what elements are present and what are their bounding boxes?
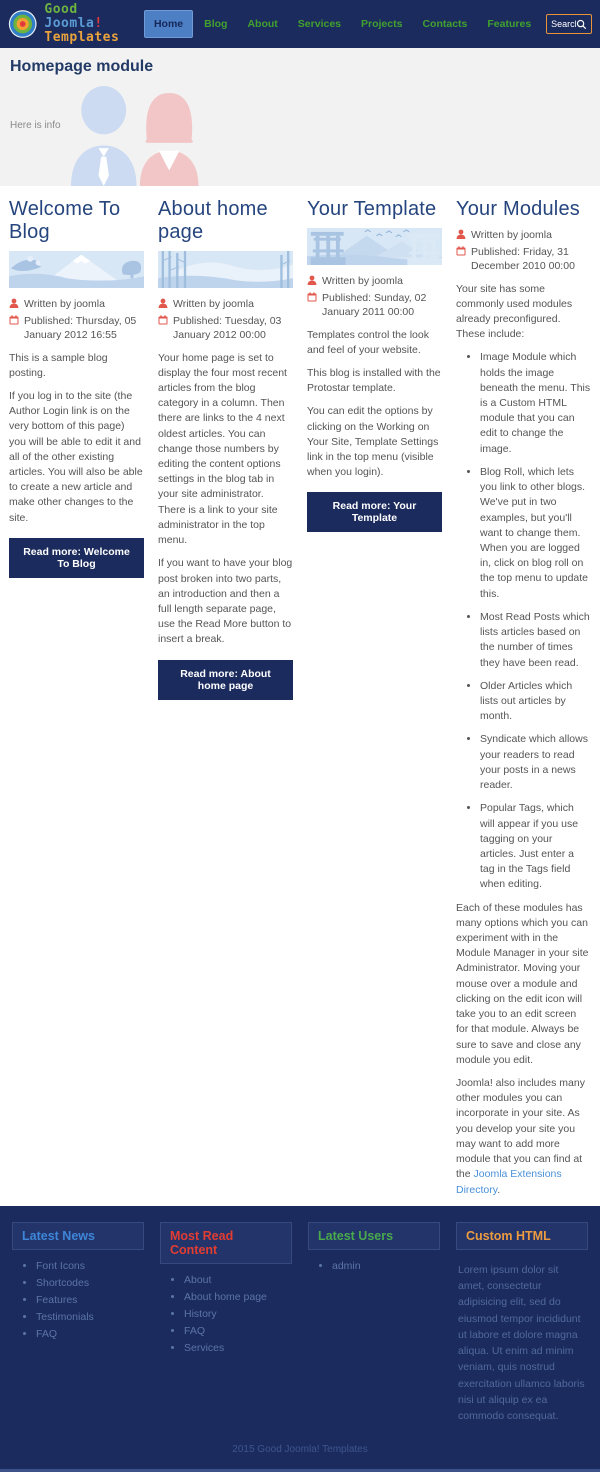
main-content bbox=[0, 186, 600, 1206]
article-paragraph: Templates control the look and feel of your website. bbox=[307, 328, 429, 356]
bamboo-landscape-image bbox=[158, 251, 293, 288]
paragraph-text: Joomla! also includes many other modules you can incorporate in your site. As you develop your site you may want to add more module that you can find at the bbox=[456, 1077, 585, 1181]
page-footer bbox=[0, 1206, 600, 1472]
torii-landscape-image bbox=[307, 228, 442, 265]
author-icon bbox=[158, 298, 168, 308]
list-item: • Most Read Posts which lists articles based on the number of times they have been read. bbox=[480, 610, 591, 671]
nav-item-services[interactable]: Services bbox=[297, 18, 342, 30]
nav-item-contacts[interactable]: Contacts bbox=[422, 18, 468, 30]
author-icon bbox=[307, 275, 317, 285]
nav-item-about[interactable]: About bbox=[247, 18, 278, 30]
homepage-module-section bbox=[0, 48, 600, 186]
search-icon[interactable] bbox=[576, 19, 587, 30]
article-author: Written by joomla bbox=[24, 298, 105, 310]
article-published-row bbox=[158, 314, 293, 342]
article-title: About home page bbox=[158, 198, 268, 243]
footer-heading-most-read: Most Read Content bbox=[160, 1222, 292, 1264]
footer-link[interactable]: • Font Icons bbox=[36, 1260, 144, 1272]
article-published: Published: Tuesday, 03 January 2012 00:00 bbox=[173, 315, 282, 342]
article-published-row bbox=[9, 314, 144, 342]
article-author-row bbox=[9, 297, 144, 311]
footer-latest-users bbox=[300, 1222, 448, 1425]
paragraph-text: . bbox=[497, 1183, 501, 1196]
footer-link[interactable]: • Testimonials bbox=[36, 1311, 144, 1323]
article-about-home-page bbox=[151, 198, 300, 700]
author-icon bbox=[456, 229, 466, 239]
article-author-row bbox=[307, 274, 442, 288]
article-paragraph bbox=[456, 1076, 591, 1198]
footer-modules bbox=[4, 1222, 596, 1425]
list-item: • Popular Tags, which will appear if you use tagging on your articles. Just enter a tag in the Tags field when editing. bbox=[480, 801, 591, 892]
joomla-extensions-directory-link[interactable]: Joomla Extensions Directory bbox=[456, 1168, 562, 1196]
site-title-templates: Templates bbox=[44, 30, 120, 46]
top-header bbox=[0, 0, 600, 48]
read-more-welcome-button[interactable]: Read more: Welcome To Blog bbox=[9, 538, 144, 578]
footer-most-read bbox=[152, 1222, 300, 1425]
footer-link[interactable]: • About home page bbox=[184, 1291, 292, 1303]
article-published: Published: Thursday, 05 January 2012 16:55 bbox=[24, 315, 137, 342]
calendar-icon bbox=[456, 246, 466, 256]
footer-link[interactable]: • Services bbox=[184, 1342, 292, 1354]
nav-item-features[interactable]: Features bbox=[487, 18, 532, 30]
footer-link[interactable]: • Features bbox=[36, 1294, 144, 1306]
most-read-list bbox=[184, 1274, 292, 1354]
article-paragraph: This blog is installed with the Protostar template. bbox=[307, 366, 441, 395]
article-author-row bbox=[456, 228, 591, 242]
main-nav bbox=[144, 10, 540, 38]
read-more-about-button[interactable]: Read more: About home page bbox=[158, 660, 293, 700]
list-item: • Blog Roll, which lets you link to other blogs. We've put in two examples, but you'll want to change them. When you are logged in, click on blog roll on the top menu to update this. bbox=[480, 465, 591, 602]
article-title: Welcome To Blog bbox=[9, 198, 121, 243]
footer-link[interactable]: • About bbox=[184, 1274, 292, 1286]
copyright-text: 2015 Good Joomla! Templates bbox=[232, 1444, 368, 1456]
article-paragraph: Your home page is set to display the four most recent articles from the blog category in a column. Then there are links to the 4 next oldest articles. You can change those numbers by editing the content options settings in the blog tab in your site administrator. There is a link to your site administrator in the top menu. bbox=[158, 351, 287, 547]
list-item: • Syndicate which allows your readers to read your posts in a news reader. bbox=[480, 732, 591, 793]
nav-item-projects[interactable]: Projects bbox=[361, 18, 403, 30]
footer-link[interactable]: • FAQ bbox=[184, 1325, 292, 1337]
article-welcome-to-blog bbox=[2, 198, 151, 578]
site-title-bang: ! bbox=[94, 15, 103, 31]
modules-list bbox=[480, 350, 591, 892]
article-author: Written by joomla bbox=[471, 229, 552, 241]
calendar-icon bbox=[158, 315, 168, 325]
custom-html-text: Lorem ipsum dolor sit amet, consectetur adipisicing elit, sed do eiusmod tempor incididunt ut labore et dolore magna aliqua. Ut enim ad minim veniam, quis nostrud exercitation ullamco laboris nisi ut aliquip ex ea commodo consequat. bbox=[458, 1263, 585, 1423]
footer-link[interactable]: • History bbox=[184, 1308, 292, 1320]
site-title-good: Good bbox=[44, 1, 78, 17]
article-published-row bbox=[456, 245, 591, 273]
calendar-icon bbox=[9, 315, 19, 325]
article-author: Written by joomla bbox=[322, 275, 403, 287]
author-icon bbox=[9, 298, 19, 308]
footer-latest-news bbox=[4, 1222, 152, 1425]
footer-link[interactable]: • admin bbox=[332, 1260, 440, 1272]
fuji-landscape-image bbox=[9, 251, 144, 288]
search-box bbox=[546, 14, 592, 34]
article-title: Your Modules bbox=[456, 198, 580, 220]
list-item: • Image Module which holds the image beneath the menu. This is a Custom HTML module that you can edit to change the image. bbox=[480, 350, 591, 457]
footer-link[interactable]: • FAQ bbox=[36, 1328, 144, 1340]
target-logo-icon bbox=[8, 6, 37, 42]
article-published: Published: Sunday, 02 January 2011 00:00 bbox=[322, 292, 427, 319]
nav-item-blog[interactable]: Blog bbox=[204, 18, 228, 30]
modules-intro: Your site has some commonly used modules already preconfigured. These include: bbox=[456, 282, 573, 341]
latest-users-list bbox=[332, 1260, 440, 1272]
article-title: Your Template bbox=[307, 198, 437, 220]
calendar-icon bbox=[307, 292, 317, 302]
article-published-row bbox=[307, 291, 442, 319]
people-silhouettes-icon bbox=[58, 74, 208, 186]
article-paragraph: This is a sample blog posting. bbox=[9, 351, 108, 379]
nav-item-home[interactable]: Home bbox=[144, 10, 193, 38]
article-paragraph: If you log in to the site (the Author Login link is on the very bottom of this page) you will be able to edit it and all of the other existing articles. You will also be able to create a new article and make other changes to the site. bbox=[9, 389, 143, 524]
article-paragraph: Each of these modules has many options which you can experiment with in the Module Manager in your site Administrator. Moving your mouse over a module and clicking on the edit icon will take you to an edit screen for that module. Always be sure to save and close any module you edit. bbox=[456, 901, 589, 1066]
footer-custom-html bbox=[448, 1222, 596, 1425]
list-item: • Older Articles which lists out articles by month. bbox=[480, 679, 591, 725]
article-published: Published: Friday, 31 December 2010 00:00 bbox=[471, 246, 575, 273]
read-more-template-button[interactable]: Read more: Your Template bbox=[307, 492, 442, 532]
footer-heading-latest-users: Latest Users bbox=[308, 1222, 440, 1250]
article-your-modules bbox=[449, 198, 598, 1206]
latest-news-list bbox=[36, 1260, 144, 1340]
article-author: Written by joomla bbox=[173, 298, 254, 310]
site-title-joomla: Joomla bbox=[44, 15, 95, 31]
article-paragraph: If you want to have your blog post broken into two parts, an introduction and then a full length separate page, use the Read More button to insert a break. bbox=[158, 557, 293, 646]
site-logo[interactable] bbox=[8, 3, 126, 46]
homepage-module-title: Homepage module bbox=[10, 58, 154, 75]
footer-link[interactable]: • Shortcodes bbox=[36, 1277, 144, 1289]
article-your-template bbox=[300, 198, 449, 532]
footer-heading-latest-news: Latest News bbox=[12, 1222, 144, 1250]
article-paragraph: You can edit the options by clicking on the Working on Your Site, Template Settings link in the top menu (visible when you login). bbox=[307, 405, 439, 479]
site-title bbox=[44, 3, 126, 46]
footer-heading-custom-html: Custom HTML bbox=[456, 1222, 588, 1250]
search-input[interactable] bbox=[551, 19, 576, 29]
article-author-row bbox=[158, 297, 293, 311]
homepage-module-info: Here is info bbox=[10, 120, 61, 131]
